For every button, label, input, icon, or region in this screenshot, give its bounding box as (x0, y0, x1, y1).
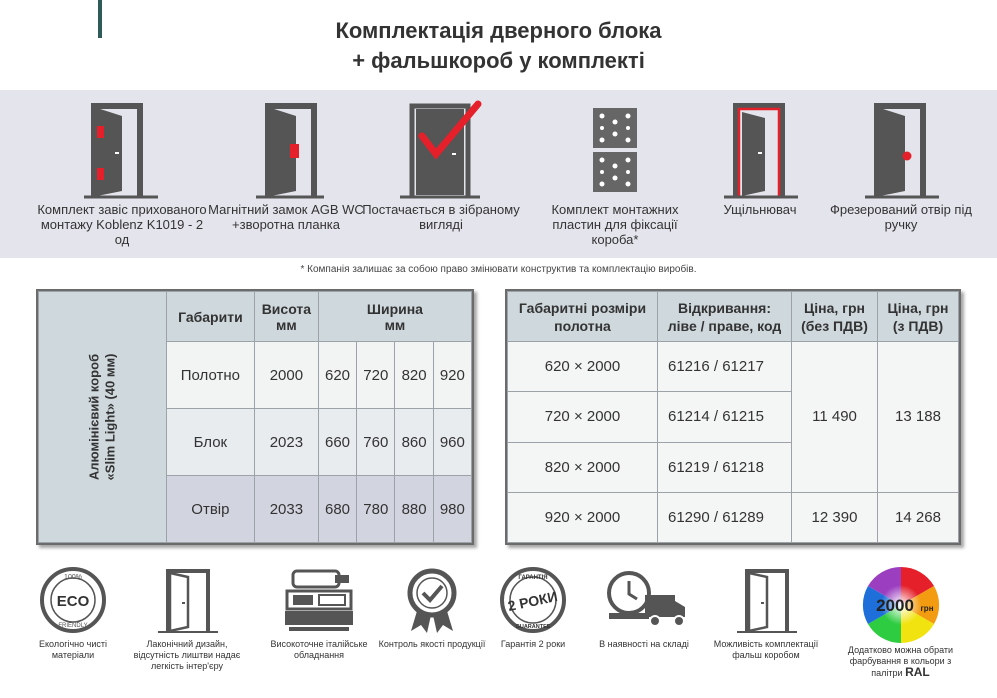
row-height: 2023 (254, 409, 318, 476)
benefits-row (0, 565, 997, 698)
delivery-truck-icon (599, 565, 689, 635)
ral-currency: грн (919, 604, 934, 613)
benefit-label: Гарантія 2 роки (500, 639, 566, 649)
door-design-icon (152, 565, 222, 635)
benefit-guarantee (478, 565, 588, 650)
side-label: Алюмінієвий короб «Slim Light» (40 мм) (86, 353, 118, 481)
width-cell: 980 (433, 476, 471, 543)
guarantee-ring-bottom: GUARANTEE (515, 624, 551, 630)
header-vysota: Висота мм (254, 292, 318, 342)
code-cell: 61216 / 61217 (658, 342, 792, 392)
eco-ring-top: 100% (64, 574, 82, 581)
price-net-cell: 11 490 (792, 342, 878, 493)
benefit-label: В наявності на складі (599, 639, 689, 649)
width-cell: 780 (357, 476, 395, 543)
header-size: Габаритні розміри полотна (508, 292, 658, 342)
feature-assembled (356, 96, 526, 232)
code-cell: 61214 / 61215 (658, 392, 792, 442)
feature-label: Фрезерований отвір під ручку (830, 202, 972, 232)
eco-ring-bottom: FRIENDLY (58, 623, 88, 629)
benefit-quality (377, 565, 487, 650)
benefit-label: Високоточне італійське обладнання (270, 639, 368, 660)
ral-palette-icon (861, 565, 941, 645)
benefit-label: Можливість комплектації фальш коробом (713, 639, 819, 660)
width-cell: 920 (433, 342, 471, 409)
feature-lock (201, 96, 371, 232)
benefit-eco (18, 565, 128, 661)
width-cell: 720 (357, 342, 395, 409)
footnote: * Компанія залишає за собою право змінювати конструктив та комплектацію виробів. (300, 264, 697, 275)
feature-label: Комплект завіс прихованого монтажу Koblenz K1019 - 2 од (37, 202, 207, 247)
door-checkmark-icon (396, 96, 486, 200)
eco-text: ECO (56, 593, 90, 610)
door-magnetic-lock-icon (246, 96, 326, 200)
door-seal-icon (720, 96, 800, 200)
feature-label: Ущільнювач (723, 202, 797, 217)
row-height: 2000 (254, 342, 318, 409)
feature-label: Постачається в зібраному вигляді (362, 202, 520, 232)
code-cell: 61219 / 61218 (658, 442, 792, 492)
header-price-net: Ціна, грн (без ПДВ) (792, 292, 878, 342)
price-table (505, 289, 961, 545)
table-row (508, 492, 959, 542)
ral-price: 2000 (875, 596, 914, 615)
ral-label: RAL (905, 665, 930, 679)
size-cell: 920 × 2000 (508, 492, 658, 542)
width-cell: 760 (357, 409, 395, 476)
code-cell: 61290 / 61289 (658, 492, 792, 542)
price-vat-cell: 14 268 (878, 492, 959, 542)
price-net-cell: 12 390 (792, 492, 878, 542)
guarantee-icon (498, 565, 568, 635)
benefit-machine (264, 565, 374, 661)
benefit-label: Екологічно чисті матеріали (39, 639, 107, 660)
page-title: Комплектація дверного блока + фальшкороб у комплекті (335, 18, 662, 73)
benefit-label: Додатково можна обрати фарбування в кольори з палітри RAL (847, 645, 954, 679)
row-name: Отвір (166, 476, 254, 543)
guarantee-text: 2 РОКИ (506, 587, 559, 615)
door-hinges-icon (82, 96, 162, 200)
benefit-design (132, 565, 242, 672)
benefit-label: Лаконічний дизайн, відсутність лиштви надає легкість інтер'єру (133, 639, 241, 671)
header-price-vat: Ціна, грн (з ПДВ) (878, 292, 959, 342)
feature-label: Магнітний замок AGB WC +зворотна планка (208, 202, 364, 232)
quality-check-icon (397, 565, 467, 635)
machine-icon (279, 565, 359, 635)
feature-label: Комплект монтажних пластин для фіксації короба* (551, 202, 679, 247)
width-cell: 680 (318, 476, 356, 543)
price-vat-cell: 13 188 (878, 342, 959, 493)
door-frame-icon (731, 565, 801, 635)
benefit-label: Контроль якості продукції (378, 639, 486, 649)
table-row (508, 342, 959, 392)
dimensions-table (36, 289, 474, 545)
side-label-cell (39, 292, 167, 543)
width-cell: 860 (395, 409, 433, 476)
header-opening: Відкривання: ліве / праве, код (658, 292, 792, 342)
size-cell: 720 × 2000 (508, 392, 658, 442)
row-height: 2033 (254, 476, 318, 543)
feature-hinges (37, 96, 207, 247)
header-shyryna: Ширина мм (318, 292, 471, 342)
size-cell: 620 × 2000 (508, 342, 658, 392)
header-gabaryty: Габарити (166, 292, 254, 342)
features-band (0, 90, 997, 258)
door-handle-hole-icon (861, 96, 941, 200)
row-name: Блок (166, 409, 254, 476)
benefit-ral (838, 565, 963, 679)
width-cell: 880 (395, 476, 433, 543)
row-name: Полотно (166, 342, 254, 409)
width-cell: 820 (395, 342, 433, 409)
benefit-frame (711, 565, 821, 661)
benefit-stock (589, 565, 699, 650)
size-cell: 820 × 2000 (508, 442, 658, 492)
mounting-plates-icon (575, 96, 655, 200)
feature-handle-hole (816, 96, 986, 232)
guarantee-ring-top: ГАРАНТІЯ (518, 575, 548, 581)
width-cell: 960 (433, 409, 471, 476)
eco-badge-icon (38, 565, 108, 635)
width-cell: 620 (318, 342, 356, 409)
width-cell: 660 (318, 409, 356, 476)
